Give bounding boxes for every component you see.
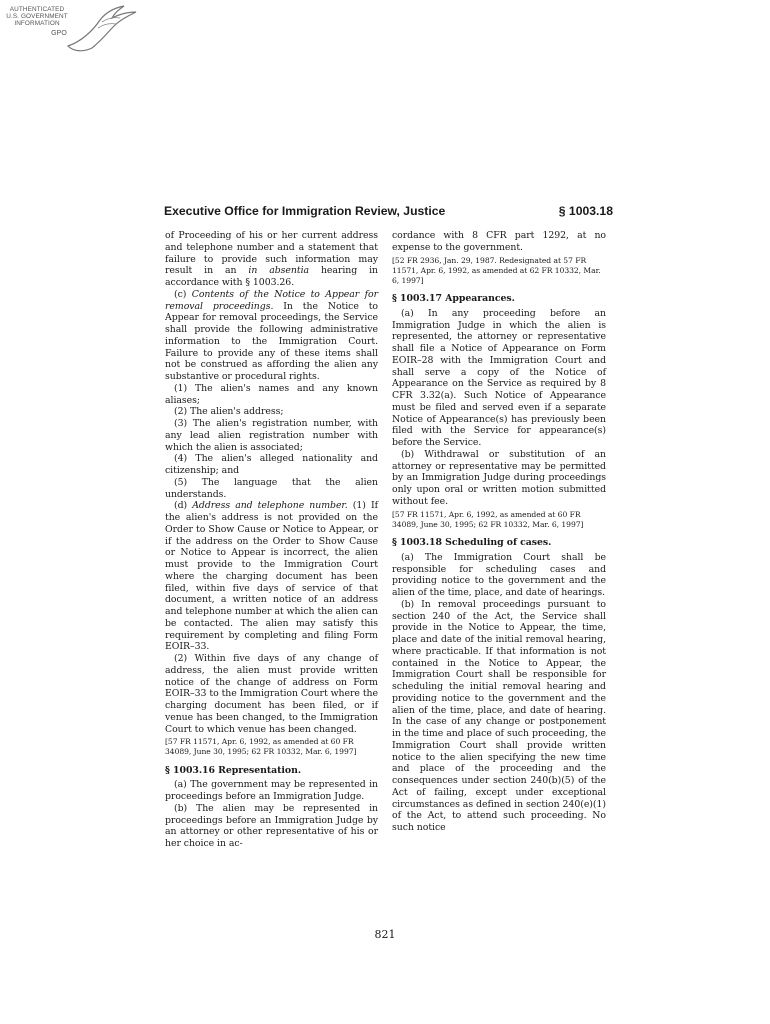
- list-item: (4) The alien's alleged nationality and citizenship; and: [165, 453, 378, 476]
- paragraph-d1: (d) Address and telephone number. (1) If the alien's address is not provided on the Order to Show Cause or Notice to Appear, or if the address on the Order to Show Cause or Notice to Appear is incorrect, the alien must provide to the Immigration Court where the charging document has been filed, within five days of service of that document, a written notice of an address and telephone number at which the alien can be contacted. The alien may satisfy this requirement by completing and filing Form EOIR–33.: [165, 500, 378, 653]
- running-header: [164, 204, 613, 220]
- paragraph-d2: (2) Within five days of any change of address, the alien must provide written notice of the change of address on Form EOIR–33 to the Immigration Court where the charging document has been filed, or if venue has been changed, to the Immigration Court to which venue has been changed.: [165, 653, 378, 735]
- section-heading-1003-18: § 1003.18 Scheduling of cases.: [392, 537, 552, 549]
- paragraph-16a: (a) The government may be represented in proceedings before an Immigration Judge.: [165, 779, 378, 803]
- paragraph-16b-continuation: cordance with 8 CFR part 1292, at no expense to the government.: [392, 230, 606, 253]
- paragraph-b-continuation: of Proceeding of his or her current address and telephone number and a statement that failure to provide such information may result in an in absentia hearing in accordance with § 1003.26.: [165, 230, 379, 288]
- paragraph-16b: (b) The alien may be represented in proceedings before an Immigration Judge by an attorney or other representative of his or her choice in ac-: [165, 802, 378, 850]
- right-column: [392, 230, 606, 834]
- paragraph-18b: (b) In removal proceedings pursuant to section 240 of the Act, the Service shall provide in the Notice to Appear, the time, place and date of the initial removal hearing, where practicable. If that information is not contained in the Notice to Appear, the Immigration Court shall be responsible for scheduling the initial removal hearing and providing notice to the government and the alien of the time, place, and date of hearing. In the case of any change or postponement in the time and place of such proceeding, the Immigration Court shall provide written notice to the alien specifying the new time and place of the proceeding and the consequences under section 240(b)(5) of the Act of failing, except under exceptional circumstances as defined in section 240(e)(1) of the Act, to attend such proceeding. No such notice: [392, 598, 606, 834]
- citation: [52 FR 2936, Jan. 29, 1987. Redesignated at 57 FR 11571, Apr. 6, 1992, as amended at 62 FR 10332, Mar. 6, 1997]: [392, 255, 601, 285]
- list-item: (2) The alien's address;: [174, 406, 284, 418]
- stamp-line-2: U.S. GOVERNMENT: [6, 13, 68, 20]
- header-agency-title: Executive Office for Immigration Review, Justice: [164, 204, 446, 218]
- eagle-icon: [62, 2, 142, 58]
- paragraph-18a: (a) The Immigration Court shall be responsible for scheduling cases and providing notice to the government and the alien of the time, place, and date of hearings.: [392, 551, 606, 599]
- paragraph-c: (c) Contents of the Notice to Appear for removal proceedings. In the Notice to Appear for removal proceedings, the Service shall provide the following administrative information to the Immigration Court. Failure to provide any of these items shall not be construed as affording the alien any substantive or procedural rights.: [165, 288, 379, 382]
- stamp-line-3: INFORMATION: [14, 20, 60, 27]
- list-item: (1) The alien's names and any known aliases;: [165, 382, 378, 406]
- list-item: (5) The language that the alien understands.: [165, 476, 378, 500]
- list-item: (3) The alien's registration number, with any lead alien registration number with which the alien is associated;: [165, 418, 378, 453]
- page-number: 821: [374, 928, 396, 941]
- paragraph-17a: (a) In any proceeding before an Immigration Judge in which the alien is represented, the attorney or representative shall file a Notice of Appearance on Form EOIR–28 with the Immigration Court and shall serve a copy of the Notice of Appearance on the Service as required by 8 CFR 3.32(a). Such Notice of Appearance must be filed and served even if a separate Notice of Appearance(s) has previously been filed with the Service for appearance(s) before the Service.: [392, 307, 606, 449]
- header-section-number: § 1003.18: [558, 204, 613, 218]
- stamp-line-4: GPO: [51, 30, 67, 37]
- stamp-line-1: AUTHENTICATED: [9, 6, 65, 13]
- citation: [57 FR 11571, Apr. 6, 1992, as amended at 60 FR 34089, June 30, 1995; 62 FR 10332, Mar. 6, 1997]: [392, 509, 584, 529]
- left-column: [165, 230, 378, 850]
- paragraph-17b: (b) Withdrawal or substitution of an attorney or representative may be permitted by an Immigration Judge during proceedings only upon oral or written motion submitted without fee.: [392, 448, 606, 507]
- section-heading-1003-16: § 1003.16 Representation.: [165, 764, 302, 776]
- citation: [57 FR 11571, Apr. 6, 1992, as amended at 60 FR 34089, June 30, 1995; 62 FR 10332, Mar. 6, 1997]: [165, 737, 357, 757]
- gpo-authentication-stamp: [2, 2, 144, 60]
- section-heading-1003-17: § 1003.17 Appearances.: [392, 293, 515, 305]
